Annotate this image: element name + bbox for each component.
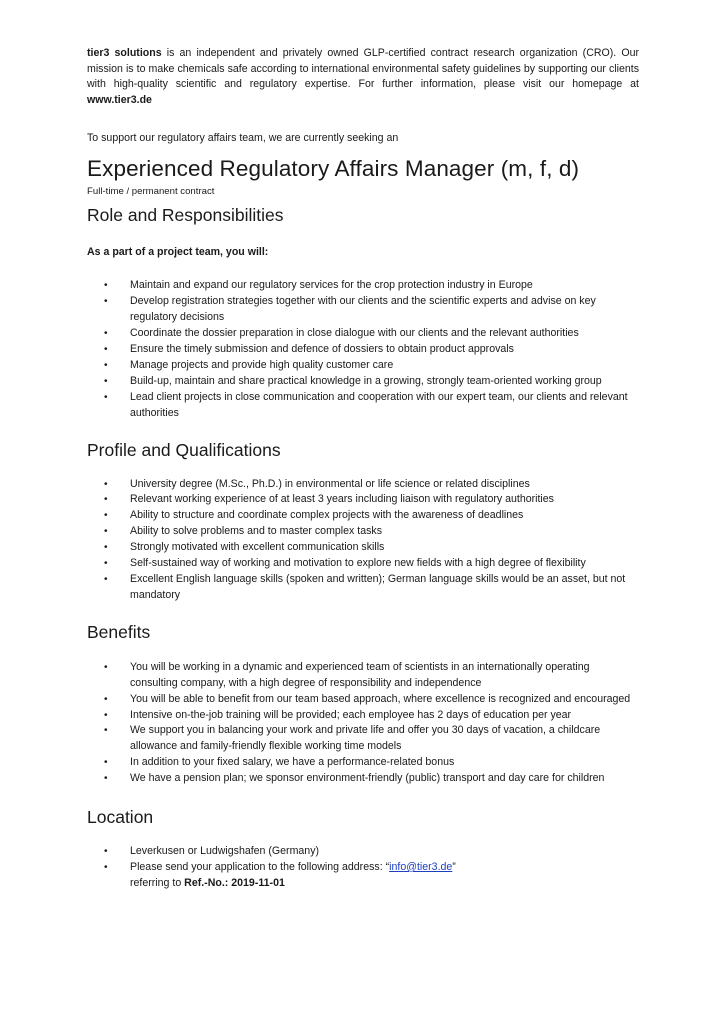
apply-prefix: Please send your application to the following address: “ [130, 860, 390, 873]
list-item: • Strongly motivated with excellent communication skills [87, 540, 639, 556]
profile-heading: Profile and Qualifications [87, 439, 281, 460]
list-item [87, 860, 639, 892]
bullet-icon: • [104, 725, 108, 737]
list-item: • Maintain and expand our regulatory services for the crop protection industry in Europe [87, 278, 639, 294]
location-heading: Location [87, 807, 154, 828]
list-item: • Self-sustained way of working and motivation to explore new fields with a high degree of flexibility [87, 556, 639, 572]
bullet-icon: • [104, 757, 108, 769]
list-item: • University degree (M.Sc., Ph.D.) in environmental or life science or related disciplines [87, 477, 639, 493]
role-lead: As a part of a project team, you will: [87, 246, 269, 259]
list-item: • In addition to your fixed salary, we have a performance-related bonus [87, 755, 639, 771]
ref-prefix: referring to [130, 876, 185, 889]
apply-suffix: ” [452, 860, 456, 873]
profile-list [87, 477, 639, 604]
list-item: • Manage projects and provide high quality customer care [87, 358, 639, 374]
bullet-icon: • [104, 375, 108, 387]
reference-number: Ref.-No.: 2019-11-01 [184, 876, 285, 889]
job-title: Experienced Regulatory Affairs Manager (m, f, d) [87, 156, 580, 182]
bullet-icon: • [104, 280, 108, 292]
list-item: • Develop registration strategies together with our clients and the scientific experts and advise on key regulatory decisions [104, 295, 596, 324]
list-item: • Ability to solve problems and to master complex tasks [87, 524, 639, 540]
bullet-icon: • [104, 328, 108, 340]
bullet-icon: • [104, 359, 108, 371]
list-item [87, 844, 639, 860]
list-item: • Ensure the timely submission and defence of dossiers to obtain product approvals [87, 342, 639, 358]
job-posting-document [87, 46, 639, 892]
bullet-icon: • [104, 344, 108, 355]
list-item: • You will be working in a dynamic and experienced team of scientists in an internationally operating consulting company, with a high degree of responsibility and independence [104, 660, 590, 689]
bullet-icon: • [104, 526, 108, 538]
bullet-icon: • [104, 693, 108, 705]
bullet-icon: • [104, 542, 108, 554]
location-list [87, 844, 639, 892]
list-item: • Coordinate the dossier preparation in close dialogue with our clients and the relevant authorities [87, 326, 639, 342]
bullet-icon: • [104, 846, 108, 858]
role-heading: Role and Responsibilities [87, 205, 284, 226]
list-item: • We have a pension plan; we sponsor environment-friendly (public) transport and day care for children [87, 771, 639, 787]
bullet-icon: • [104, 773, 108, 785]
list-item: • Excellent English language skills (spoken and written); German language skills would be an asset, but not mandatory [104, 572, 626, 601]
benefits-list [87, 660, 639, 787]
bullet-icon: • [104, 573, 108, 585]
homepage-link[interactable]: www.tier3.de [87, 93, 152, 106]
company-description: is an independent and privately owned GLP-certified contract research organization (CRO). Our mission is to make chemicals safe according to international environmental safety guidelines by supporting our clients with high-quality scientific and regulatory expertise. For further information, please visit our homepage at [87, 47, 639, 91]
list-item: • Lead client projects in close communication and cooperation with our expert team, our clients and relevant authorities [104, 390, 628, 419]
role-list [87, 278, 639, 421]
email-link[interactable]: info@tier3.de [389, 860, 453, 873]
bullet-icon: • [104, 296, 108, 308]
bullet-icon: • [104, 494, 108, 506]
bullet-icon: • [104, 391, 108, 403]
list-item: • Intensive on-the-job training will be provided; each employee has 2 days of education per year [87, 708, 639, 724]
company-name: tier3 solutions [87, 47, 162, 59]
list-item: • We support you in balancing your work and private life and offer you 30 days of vacation, a childcare allowance and family-friendly flexible working time models [104, 724, 601, 753]
list-item: • Ability to structure and coordinate complex projects with the awareness of deadlines [87, 508, 639, 524]
company-intro [87, 46, 639, 108]
bullet-icon: • [104, 510, 108, 522]
list-item: • You will be able to benefit from our team based approach, where excellence is recognized and encouraged [87, 692, 639, 708]
contract-type: Full-time / permanent contract [87, 186, 215, 198]
list-item: • Relevant working experience of at least 3 years including liaison with regulatory authorities [87, 492, 639, 508]
bullet-icon: • [104, 861, 108, 873]
bullet-icon: • [104, 709, 108, 721]
bullet-icon: • [104, 478, 108, 490]
bullet-icon: • [104, 558, 108, 570]
seeking-sentence: To support our regulatory affairs team, we are currently seeking an [87, 132, 399, 145]
location-place: Leverkusen or Ludwigshafen (Germany) [130, 845, 320, 858]
bullet-icon: • [104, 661, 108, 673]
list-item: • Build-up, maintain and share practical knowledge in a growing, strongly team-oriented working group [87, 374, 639, 390]
benefits-heading: Benefits [87, 621, 151, 642]
